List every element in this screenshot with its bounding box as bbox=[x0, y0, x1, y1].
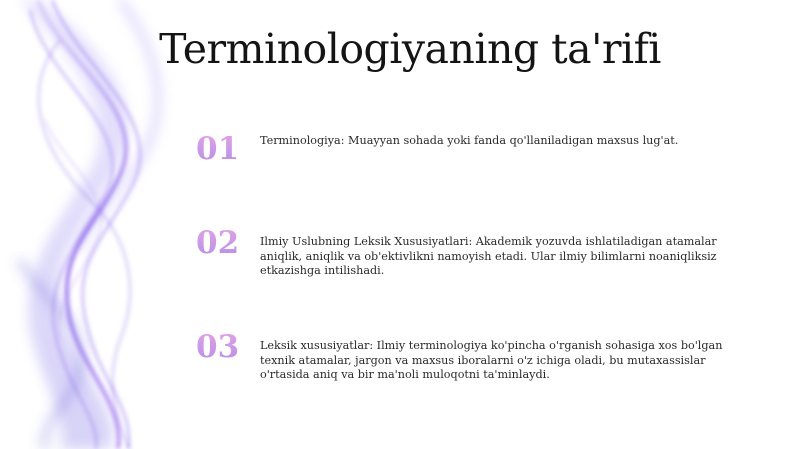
item-text: Ilmiy Uslubning Leksik Xususiyatlari: Akademik yozuvda ishlatiladigan atamalar aniqlik, aniqlik va ob'ektivlikni namoyish etadi. Ular ilmiy bilimlarni noaniqliksiz etkazishga intilishadi. bbox=[260, 235, 717, 278]
slide-title: Terminologiyaning ta'rifi bbox=[159, 25, 661, 73]
item-number: 01 bbox=[196, 131, 252, 167]
item-number: 03 bbox=[196, 329, 252, 365]
item-text: Leksik xususiyatlar: Ilmiy terminologiya ko'pincha o'rganish sohasiga xos bo'lgan texnik atamalar, jargon va maxsus iboralarni o'z ichiga oladi, bu mutaxassislar o'rtasida aniq va bir ma'noli muloqotni ta'minlaydi. bbox=[260, 339, 723, 382]
item-number: 02 bbox=[196, 225, 252, 261]
item-text: Terminologiya: Muayyan sohada yoki fanda qo'llaniladigan maxsus lug'at. bbox=[260, 134, 679, 147]
